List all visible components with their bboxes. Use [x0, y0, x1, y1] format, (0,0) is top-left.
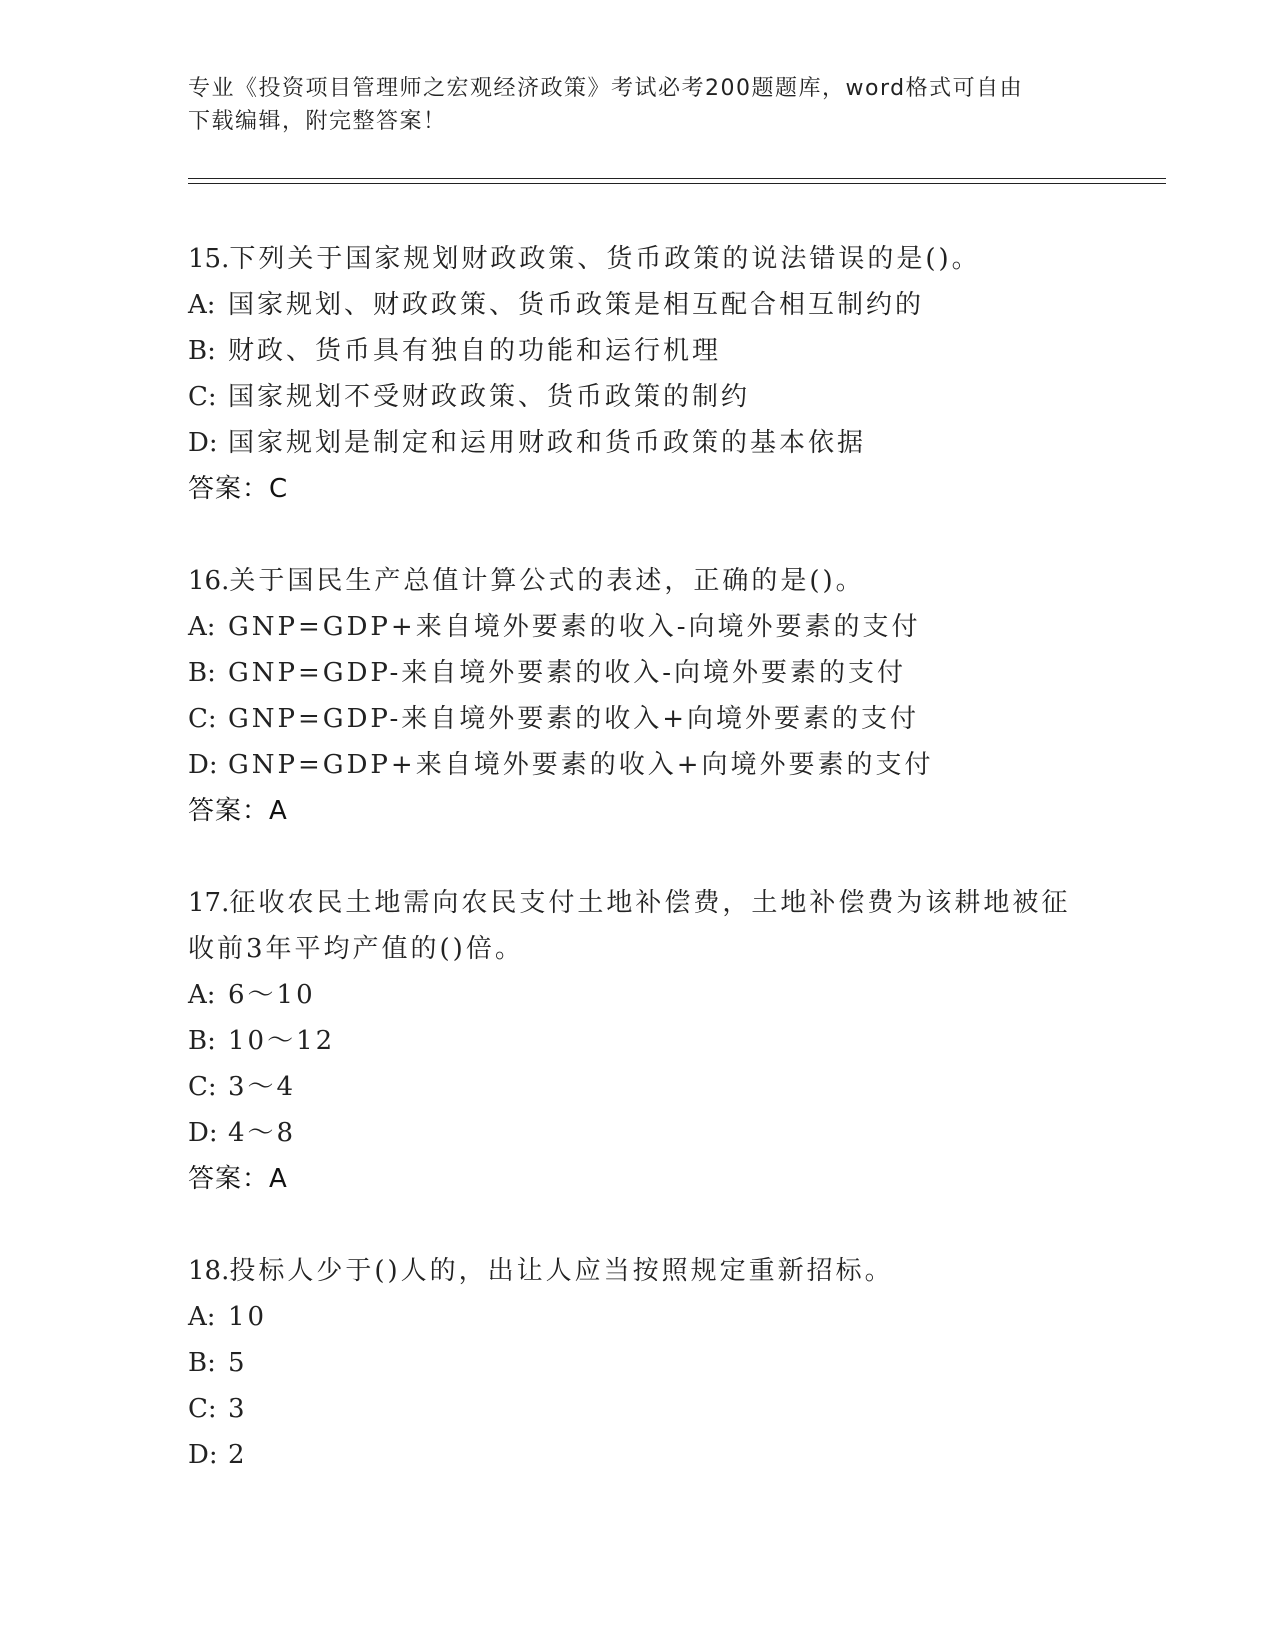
option-letter: A: [188, 290, 216, 320]
option-letter: D: [188, 428, 218, 458]
header-line-2: 下载编辑，附完整答案！ [188, 109, 447, 134]
option-b [188, 1018, 1088, 1064]
option-text: GNP=GDP-来自境外要素的收入-向境外要素的支付 [228, 658, 907, 688]
option-letter: B: [188, 1348, 216, 1378]
header-line-1: 专业《投资项目管理师之宏观经济政策》考试必考200题题库，word格式可自由 [188, 76, 1024, 101]
question-text: 投标人少于()人的，出让人应当按照规定重新招标。 [229, 1256, 894, 1286]
option-text: 2 [228, 1440, 248, 1470]
question-17 [188, 880, 1088, 1202]
option-c [188, 1064, 1088, 1110]
header-rule-top [188, 178, 1166, 179]
option-text: 3～4 [228, 1072, 297, 1102]
option-letter: C: [188, 382, 217, 412]
answer-line: 答案：C [188, 474, 289, 504]
question-stem [188, 1248, 1088, 1294]
option-d [188, 1110, 1088, 1156]
question-list [188, 236, 1088, 1524]
option-a [188, 1294, 1088, 1340]
option-b [188, 650, 1088, 696]
option-b [188, 1340, 1088, 1386]
answer-line: 答案：A [188, 796, 288, 826]
question-number: 18. [188, 1256, 230, 1286]
option-letter: C: [188, 1072, 217, 1102]
option-text: 5 [228, 1348, 248, 1378]
option-letter: B: [188, 1026, 216, 1056]
option-text: 国家规划不受财政政策、货币政策的制约 [228, 382, 751, 412]
option-c [188, 696, 1088, 742]
option-letter: B: [188, 336, 216, 366]
question-15 [188, 236, 1088, 512]
option-text: 6～10 [228, 980, 316, 1010]
answer-line: 答案：A [188, 1164, 288, 1194]
option-d [188, 742, 1088, 788]
option-text: 3 [228, 1394, 248, 1424]
question-stem [188, 558, 1088, 604]
document-header [188, 72, 1088, 138]
question-16 [188, 558, 1088, 834]
question-stem [188, 236, 1088, 282]
option-b [188, 328, 1088, 374]
option-letter: D: [188, 750, 218, 780]
option-text: GNP=GDP+来自境外要素的收入+向境外要素的支付 [228, 750, 934, 780]
option-letter: A: [188, 1302, 216, 1332]
option-c [188, 1386, 1088, 1432]
question-18 [188, 1248, 1088, 1478]
option-text: 国家规划、财政政策、货币政策是相互配合相互制约的 [228, 290, 925, 320]
option-letter: D: [188, 1118, 218, 1148]
question-stem [188, 880, 1088, 926]
option-text: 4～8 [228, 1118, 297, 1148]
option-a [188, 282, 1088, 328]
question-text-continued: 收前3年平均产值的()倍。 [188, 934, 524, 964]
option-letter: A: [188, 612, 216, 642]
option-d [188, 420, 1088, 466]
option-text: 国家规划是制定和运用财政和货币政策的基本依据 [228, 428, 867, 458]
question-text: 关于国民生产总值计算公式的表述，正确的是()。 [229, 566, 865, 596]
option-letter: C: [188, 704, 217, 734]
question-text: 征收农民土地需向农民支付土地补偿费，土地补偿费为该耕地被征 [229, 888, 1071, 918]
option-text: 财政、货币具有独自的功能和运行机理 [228, 336, 722, 366]
option-d [188, 1432, 1088, 1478]
question-number: 16. [188, 566, 230, 596]
option-letter: C: [188, 1394, 217, 1424]
question-number: 15. [188, 244, 230, 274]
option-text: 10～12 [228, 1026, 336, 1056]
header-rule-bottom [188, 183, 1166, 184]
option-a [188, 972, 1088, 1018]
option-letter: D: [188, 1440, 218, 1470]
option-text: GNP=GDP+来自境外要素的收入-向境外要素的支付 [228, 612, 921, 642]
option-a [188, 604, 1088, 650]
option-text: GNP=GDP-来自境外要素的收入+向境外要素的支付 [228, 704, 920, 734]
question-number: 17. [188, 888, 230, 918]
option-letter: B: [188, 658, 216, 688]
option-letter: A: [188, 980, 216, 1010]
option-text: 10 [228, 1302, 268, 1332]
option-c [188, 374, 1088, 420]
question-text: 下列关于国家规划财政政策、货币政策的说法错误的是()。 [229, 244, 981, 274]
